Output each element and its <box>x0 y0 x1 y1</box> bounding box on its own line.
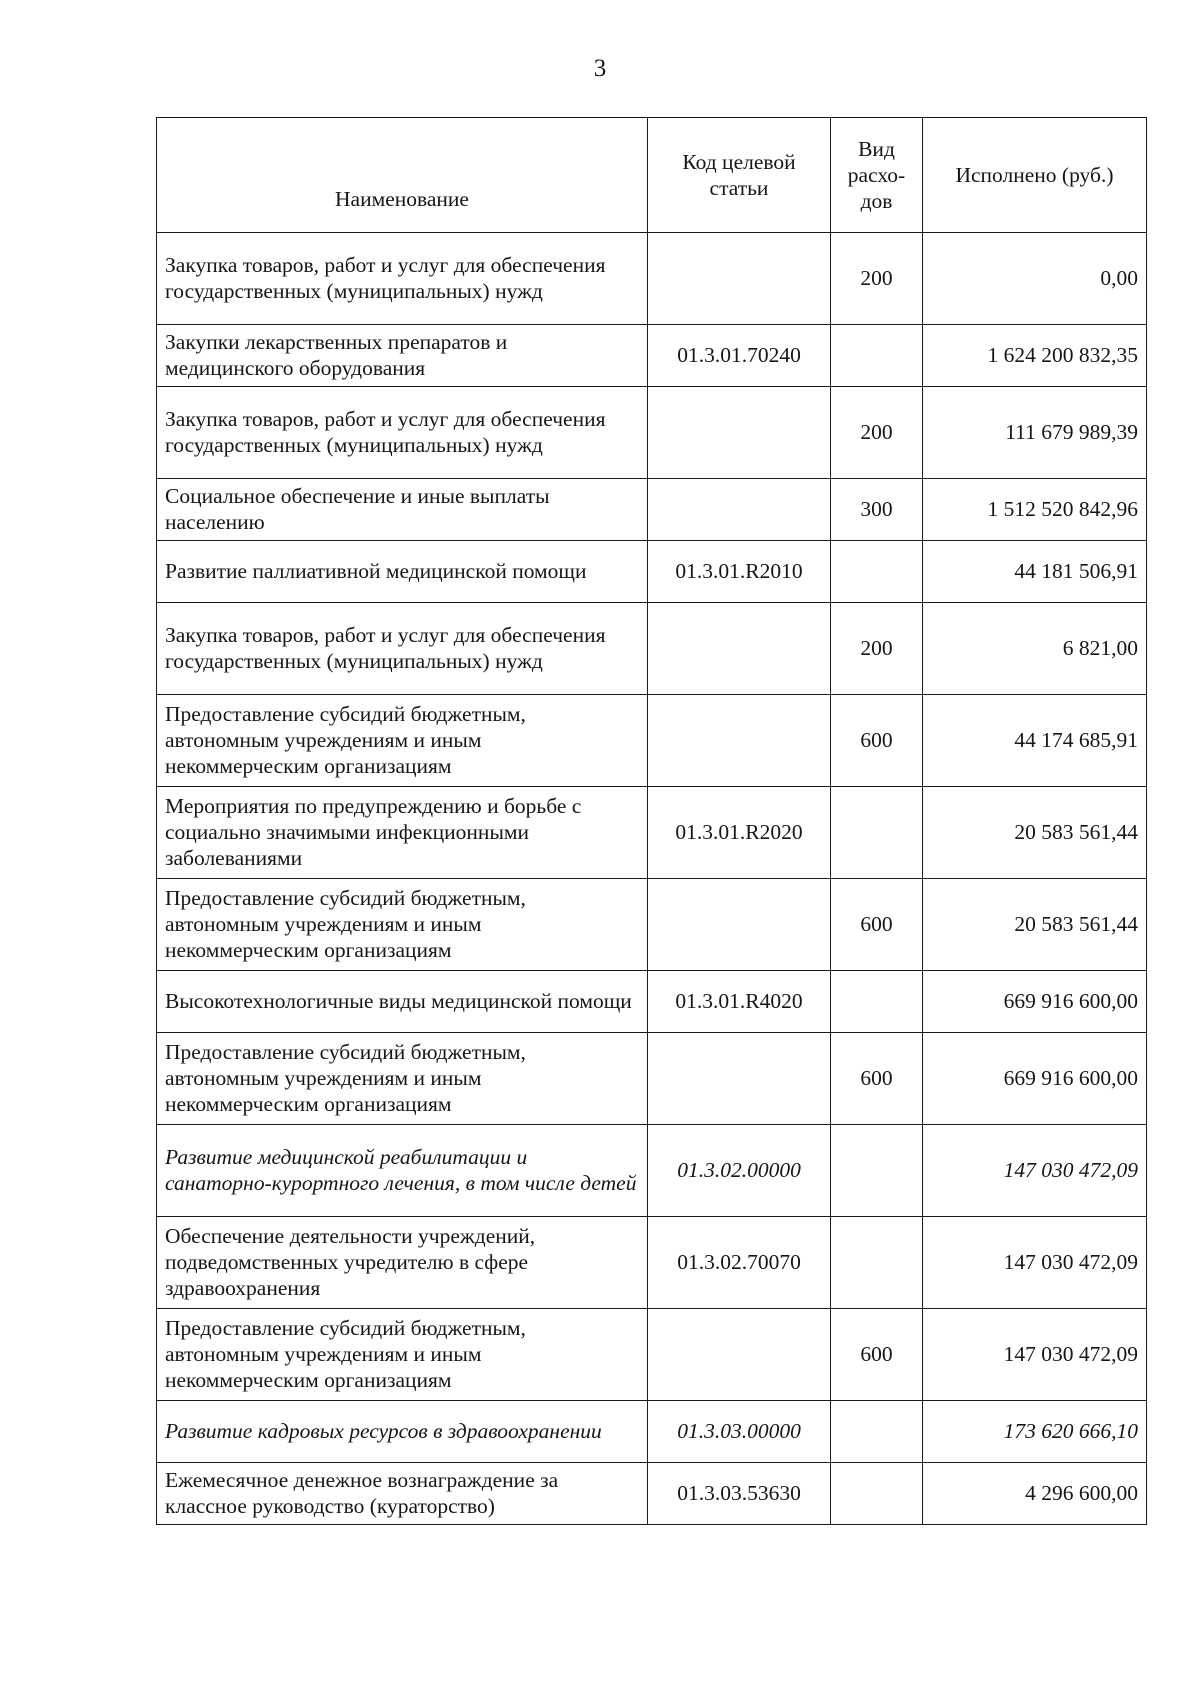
table-row <box>157 879 1147 971</box>
row-amount: 147 030 472,09 <box>923 1217 1147 1309</box>
row-amount: 111 679 989,39 <box>923 387 1147 479</box>
row-kind <box>831 541 923 603</box>
table-row <box>157 387 1147 479</box>
row-code <box>648 233 831 325</box>
row-code <box>648 1033 831 1125</box>
header-amount: Исполнено (руб.) <box>923 118 1147 233</box>
row-name: Предоставление субсидий бюджетным, автономным учреждениям и иным некоммерческим организациям <box>157 1309 648 1401</box>
table-row <box>157 233 1147 325</box>
page-number: 3 <box>593 55 607 82</box>
row-code <box>648 1309 831 1401</box>
row-name: Закупки лекарственных препаратов и медицинского оборудования <box>157 325 648 387</box>
row-amount: 1 624 200 832,35 <box>923 325 1147 387</box>
table-row <box>157 541 1147 603</box>
row-kind <box>831 1217 923 1309</box>
row-name: Закупка товаров, работ и услуг для обеспечения государственных (муниципальных) нужд <box>157 233 648 325</box>
row-name: Развитие медицинской реабилитации и санаторно-курортного лечения, в том числе детей <box>157 1125 648 1217</box>
row-kind: 300 <box>831 479 923 541</box>
row-amount: 147 030 472,09 <box>923 1309 1147 1401</box>
row-name: Развитие паллиативной медицинской помощи <box>157 541 648 603</box>
row-code <box>648 603 831 695</box>
row-code: 01.3.01.R4020 <box>648 971 831 1033</box>
header-name: Наименование <box>157 118 648 233</box>
row-name: Социальное обеспечение и иные выплаты населению <box>157 479 648 541</box>
table-row <box>157 1125 1147 1217</box>
row-amount: 6 821,00 <box>923 603 1147 695</box>
row-kind: 200 <box>831 603 923 695</box>
header-code: Код целевой статьи <box>648 118 831 233</box>
header-kind: Вид расхо-дов <box>831 118 923 233</box>
row-kind <box>831 1125 923 1217</box>
row-kind: 200 <box>831 387 923 479</box>
row-name: Предоставление субсидий бюджетным, автономным учреждениям и иным некоммерческим организациям <box>157 1033 648 1125</box>
row-name: Высокотехнологичные виды медицинской помощи <box>157 971 648 1033</box>
row-name: Ежемесячное денежное вознаграждение за классное руководство (кураторство) <box>157 1463 648 1525</box>
row-amount: 20 583 561,44 <box>923 879 1147 971</box>
row-name: Мероприятия по предупреждению и борьбе с социально значимыми инфекционными заболеваниями <box>157 787 648 879</box>
row-code <box>648 387 831 479</box>
row-amount: 669 916 600,00 <box>923 1033 1147 1125</box>
row-amount: 1 512 520 842,96 <box>923 479 1147 541</box>
budget-execution-table <box>156 117 1147 1525</box>
row-code <box>648 695 831 787</box>
row-name: Предоставление субсидий бюджетным, автономным учреждениям и иным некоммерческим организациям <box>157 879 648 971</box>
table-row <box>157 479 1147 541</box>
row-kind <box>831 1463 923 1525</box>
row-name: Предоставление субсидий бюджетным, автономным учреждениям и иным некоммерческим организациям <box>157 695 648 787</box>
table-row <box>157 325 1147 387</box>
row-kind: 600 <box>831 879 923 971</box>
row-amount: 20 583 561,44 <box>923 787 1147 879</box>
row-amount: 0,00 <box>923 233 1147 325</box>
row-name: Закупка товаров, работ и услуг для обеспечения государственных (муниципальных) нужд <box>157 387 648 479</box>
table-row <box>157 1217 1147 1309</box>
table-row <box>157 971 1147 1033</box>
row-code: 01.3.02.00000 <box>648 1125 831 1217</box>
row-kind: 600 <box>831 1033 923 1125</box>
row-kind <box>831 325 923 387</box>
row-kind: 200 <box>831 233 923 325</box>
row-amount: 173 620 666,10 <box>923 1401 1147 1463</box>
row-amount: 669 916 600,00 <box>923 971 1147 1033</box>
table-row <box>157 695 1147 787</box>
row-code: 01.3.01.R2020 <box>648 787 831 879</box>
row-code: 01.3.01.R2010 <box>648 541 831 603</box>
table-row <box>157 1309 1147 1401</box>
row-name: Закупка товаров, работ и услуг для обеспечения государственных (муниципальных) нужд <box>157 603 648 695</box>
row-code: 01.3.01.70240 <box>648 325 831 387</box>
row-code: 01.3.03.00000 <box>648 1401 831 1463</box>
row-amount: 44 174 685,91 <box>923 695 1147 787</box>
row-code <box>648 479 831 541</box>
row-kind <box>831 1401 923 1463</box>
table-header-row <box>157 118 1147 233</box>
row-name: Развитие кадровых ресурсов в здравоохранении <box>157 1401 648 1463</box>
table-row <box>157 787 1147 879</box>
row-kind <box>831 971 923 1033</box>
table-row <box>157 1401 1147 1463</box>
row-amount: 147 030 472,09 <box>923 1125 1147 1217</box>
table-row <box>157 603 1147 695</box>
table-row <box>157 1033 1147 1125</box>
row-kind <box>831 787 923 879</box>
row-kind: 600 <box>831 695 923 787</box>
row-name: Обеспечение деятельности учреждений, подведомственных учредителю в сфере здравоохранения <box>157 1217 648 1309</box>
row-code: 01.3.03.53630 <box>648 1463 831 1525</box>
row-amount: 4 296 600,00 <box>923 1463 1147 1525</box>
row-code: 01.3.02.70070 <box>648 1217 831 1309</box>
row-code <box>648 879 831 971</box>
row-kind: 600 <box>831 1309 923 1401</box>
row-amount: 44 181 506,91 <box>923 541 1147 603</box>
table-row <box>157 1463 1147 1525</box>
